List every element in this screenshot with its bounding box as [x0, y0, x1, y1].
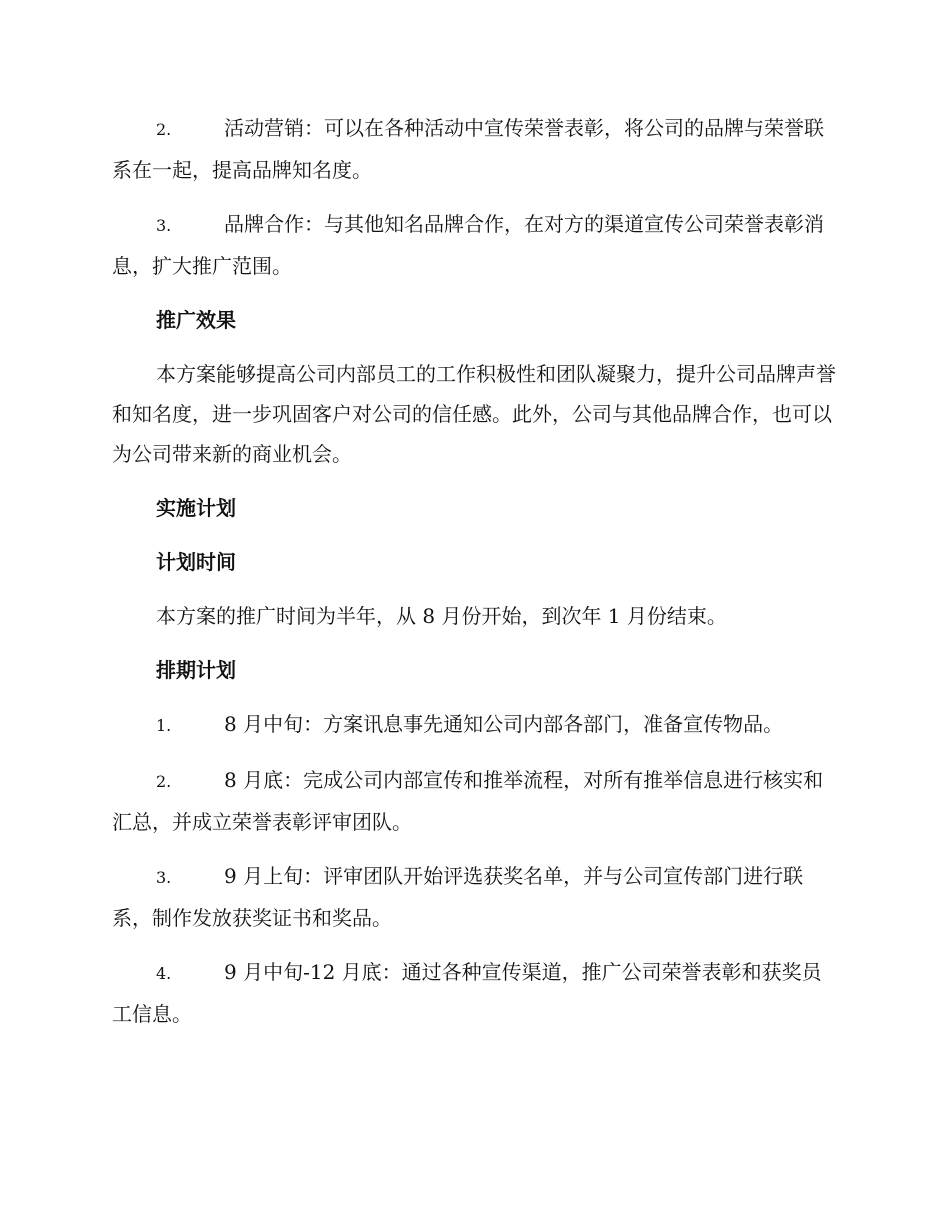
document-body [112, 108, 836, 1048]
list-item-text: 品牌合作：与其他知名品牌合作，在对方的渠道宣传公司荣誉表彰消息，扩大推广范围。 [112, 212, 824, 278]
schedule-item [112, 704, 836, 746]
list-item-brand-cooperation [112, 204, 836, 286]
list-number: 2. [156, 120, 172, 139]
list-item-text: 活动营销：可以在各种活动中宣传荣誉表彰，将公司的品牌与荣誉联系在一起，提高品牌知名度。 [112, 116, 824, 182]
schedule-item [112, 952, 836, 1034]
schedule-item [112, 856, 836, 938]
list-item-text: 8 月中旬：方案讯息事先通知公司内部各部门，准备宣传物品。 [224, 712, 784, 736]
list-number: 3. [156, 868, 172, 887]
list-number: 2. [156, 772, 172, 791]
list-item-text: 9 月中旬-12 月底：通过各种宣传渠道，推广公司荣誉表彰和获奖员工信息。 [112, 960, 822, 1026]
heading-plan-time: 计划时间 [156, 550, 236, 574]
list-item-text: 9 月上旬：评审团队开始评选获奖名单，并与公司宣传部门进行联系，制作发放获奖证书和奖品。 [112, 864, 804, 930]
list-number: 1. [156, 716, 172, 735]
heading-implementation-plan: 实施计划 [156, 496, 236, 520]
list-number: 4. [156, 964, 172, 983]
heading-schedule: 排期计划 [156, 658, 236, 682]
paragraph-promotion-effect: 本方案能够提高公司内部员工的工作积极性和团队凝聚力，提升公司品牌声誉和知名度，进一步巩固客户对公司的信任感。此外，公司与其他品牌合作，也可以为公司带来新的商业机会。 [112, 362, 836, 466]
list-number: 3. [156, 216, 172, 235]
heading-promotion-effect: 推广效果 [156, 308, 236, 332]
list-item-text: 8 月底：完成公司内部宣传和推举流程，对所有推举信息进行核实和汇总，并成立荣誉表彰评审团队。 [112, 768, 824, 834]
schedule-item [112, 760, 836, 842]
paragraph-plan-time: 本方案的推广时间为半年，从 8 月份开始，到次年 1 月份结束。 [156, 604, 727, 628]
list-item-activity-marketing [112, 108, 836, 190]
